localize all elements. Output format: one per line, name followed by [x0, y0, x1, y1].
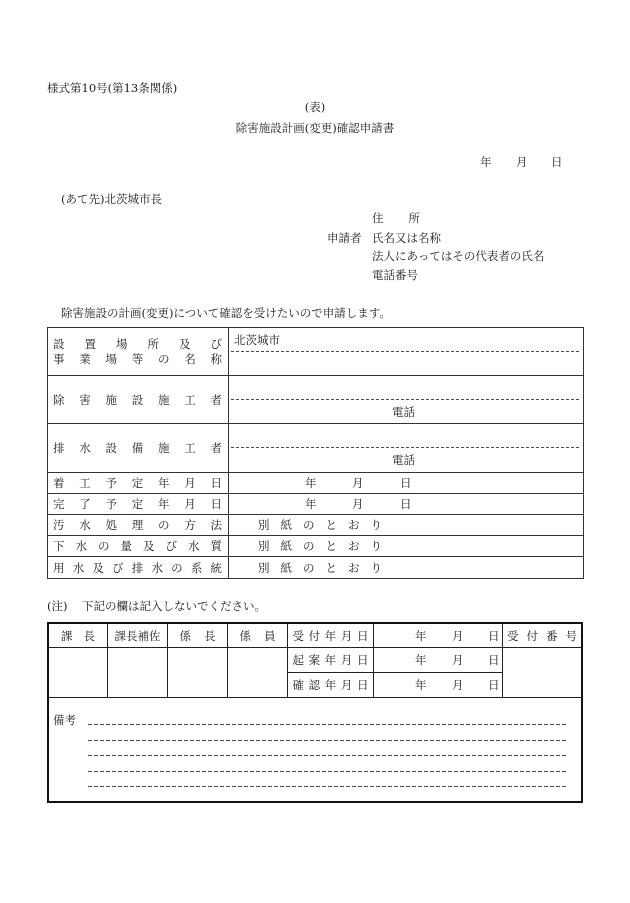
applicant-label: 申請者 [327, 231, 362, 245]
start-date-day-unit: 日 [400, 476, 412, 490]
remarks-label: 備考 [53, 713, 76, 727]
spread-char: 用 [53, 560, 65, 575]
spread-char: 係 [179, 628, 191, 643]
spread-char: 日 [357, 628, 369, 643]
deputy-chief-header [108, 624, 168, 648]
water-drainage-system-label-cell [48, 557, 229, 579]
form-title: 除害施設計画(変更)確認申請書 [235, 121, 395, 135]
spread-char: 水 [188, 539, 200, 553]
spread-char: と [325, 560, 337, 575]
confirmation-date-month-unit: 月 [452, 678, 464, 692]
spread-char: の [303, 560, 315, 575]
spread-char: 月 [184, 497, 196, 511]
completion-date-month-unit: 月 [352, 497, 364, 511]
spread-char: 場 [105, 352, 117, 366]
spread-char: の [171, 560, 183, 575]
received-date-label [293, 629, 369, 643]
spread-char: 施 [105, 392, 117, 407]
applicant-representative-label: 法人にあってはその代表者の氏名 [372, 249, 545, 263]
draft-date-label-cell [288, 648, 374, 673]
spread-char: 及 [143, 539, 155, 553]
spread-char: 設 [131, 392, 144, 407]
spread-char: り [370, 518, 382, 532]
spread-char: の [158, 518, 170, 532]
receipt-number-label-cell [503, 624, 581, 648]
spread-char: 等 [131, 352, 144, 366]
spread-char: の [303, 518, 315, 532]
completion-date-value-cell [229, 494, 584, 515]
subsection-chief-header [168, 624, 228, 648]
spread-char: 害 [79, 392, 91, 407]
confirmation-date-label [293, 678, 369, 692]
treatment-method-label-cell [48, 515, 229, 536]
note-label: (注) [47, 599, 68, 613]
dashed-divider [231, 447, 581, 448]
spread-char: り [370, 560, 382, 575]
sewage-volume-quality-value-cell [229, 536, 584, 557]
spread-char: び [165, 539, 177, 553]
confirmation-date-value-cell [374, 673, 503, 698]
spread-char: の [158, 352, 170, 366]
receipt-number-label [507, 629, 577, 643]
received-date-year-unit: 年 [415, 628, 427, 643]
spread-char: 日 [210, 497, 222, 511]
spread-char: 理 [131, 518, 144, 532]
spread-char: の [303, 539, 315, 553]
spread-char: と [325, 518, 337, 532]
drainage-contractor-value-cell [229, 424, 584, 473]
received-date-day-unit: 日 [488, 628, 500, 643]
spread-char: 及 [92, 560, 104, 575]
spread-char: 受 [292, 628, 304, 643]
spread-char: 量 [120, 539, 132, 553]
location-value: 北茨城市 [234, 333, 280, 347]
spread-char: 名 [184, 352, 196, 366]
location-label-cell [48, 328, 229, 376]
spread-char: 日 [357, 653, 369, 667]
spread-char: お [348, 560, 360, 575]
subsection-chief-stamp-box [168, 648, 228, 698]
drainage-contractor-label-cell [48, 424, 229, 473]
spread-char: 予 [105, 497, 117, 511]
note-text: 下記の欄は記入しないでください。 [82, 599, 266, 613]
spread-char: 質 [210, 539, 222, 553]
drainage-contractor-phone-label: 電話 [392, 453, 415, 467]
location-label-line-2 [53, 352, 222, 366]
spread-char: 及 [179, 337, 191, 351]
spread-char: 排 [53, 441, 65, 455]
spread-char: 日 [357, 678, 369, 692]
spread-char: 紙 [280, 560, 292, 575]
spread-char: 月 [184, 476, 196, 490]
start-date-label-cell [48, 473, 229, 494]
received-date-label-cell [288, 624, 374, 648]
start-date-year-unit: 年 [305, 476, 317, 490]
spread-char: 番 [546, 628, 558, 643]
spread-char: 者 [210, 392, 222, 407]
spread-char: 定 [131, 476, 144, 490]
spread-char: 住 [372, 211, 384, 225]
staff-stamp-box [228, 648, 288, 698]
spread-char: 了 [79, 497, 91, 511]
spread-char: 付 [526, 628, 538, 643]
form-side-label: (表) [304, 100, 326, 114]
spread-char: 所 [408, 211, 420, 225]
receipt-number-value-cell [503, 648, 581, 698]
pretreatment-contractor-value-cell [229, 376, 584, 424]
spread-char: と [325, 539, 337, 553]
spread-char: 係 [239, 628, 251, 643]
location-label-line-1 [53, 337, 222, 351]
spread-char: 日 [210, 476, 222, 490]
subsection-chief-label [180, 629, 216, 643]
date-month-unit: 月 [516, 155, 528, 169]
addressee: (あて先)北茨城市長 [61, 192, 162, 206]
spread-char: 年 [158, 476, 170, 490]
spread-char: 起 [292, 653, 304, 667]
spread-char: 施 [158, 392, 170, 407]
pretreatment-contractor-phone-label: 電話 [392, 405, 415, 419]
remarks-line [88, 755, 566, 756]
staff-label [240, 629, 276, 643]
spread-char: 長 [83, 628, 95, 643]
confirmation-date-label-cell [288, 673, 374, 698]
spread-char: 下 [53, 539, 65, 553]
received-date-month-unit: 月 [452, 628, 464, 643]
spread-char: 年 [324, 628, 337, 643]
start-date-label [53, 476, 222, 490]
draft-date-label [293, 653, 369, 667]
spread-char: 月 [340, 628, 353, 643]
spread-char: 水 [72, 560, 85, 575]
spread-char: 者 [210, 441, 222, 455]
remarks-line [88, 786, 566, 787]
spread-char: 課 [61, 628, 73, 643]
spread-char: 紙 [280, 539, 292, 553]
spread-char: び [210, 337, 222, 351]
spread-char: 月 [340, 678, 353, 692]
spread-char: 設 [105, 441, 117, 455]
completion-date-year-unit: 年 [305, 497, 317, 511]
dashed-divider [231, 351, 581, 352]
treatment-method-value [258, 518, 382, 532]
application-table [47, 327, 584, 579]
office-use-table [47, 622, 583, 803]
water-drainage-system-value [258, 561, 382, 575]
completion-date-label-cell [48, 494, 229, 515]
draft-date-value-cell [374, 648, 503, 673]
section-chief-header [49, 624, 108, 648]
spread-char: 法 [210, 518, 222, 532]
spread-char: り [370, 539, 382, 553]
spread-char: 施 [158, 441, 170, 455]
spread-char: 除 [53, 392, 65, 407]
spread-char: 案 [308, 653, 321, 667]
remarks-line [88, 771, 566, 772]
applicant-phone-label: 電話番号 [372, 268, 418, 282]
spread-char: 水 [151, 560, 163, 575]
start-date-month-unit: 月 [352, 476, 364, 490]
staff-header [228, 624, 288, 648]
received-date-value-cell [374, 624, 503, 648]
spread-char: 確 [292, 678, 304, 692]
spread-char: 月 [340, 653, 353, 667]
section-chief-stamp-box [49, 648, 108, 698]
spread-char: 着 [53, 476, 65, 490]
dashed-divider [231, 399, 581, 400]
spread-char: 排 [131, 560, 144, 575]
pretreatment-contractor-label-cell [48, 376, 229, 424]
completion-date-label [53, 497, 222, 511]
spread-char: 処 [105, 518, 117, 532]
spread-char: 別 [258, 539, 270, 553]
draft-date-day-unit: 日 [488, 653, 500, 667]
form-number: 様式第10号(第13条関係) [47, 81, 178, 95]
spread-char: 受 [507, 628, 519, 643]
application-statement: 除害施設の計画(変更)について確認を受けたいので申請します。 [61, 306, 391, 320]
spread-char: 汚 [53, 518, 65, 532]
applicant-name-label: 氏名又は名称 [372, 231, 441, 245]
sewage-volume-quality-label [53, 539, 222, 553]
spread-char: 年 [324, 678, 337, 692]
confirmation-date-day-unit: 日 [488, 678, 500, 692]
location-value-cell [229, 328, 584, 376]
pretreatment-contractor-label [53, 393, 222, 407]
water-drainage-system-value-cell [229, 557, 584, 579]
date-day-unit: 日 [551, 155, 563, 169]
remarks-line [88, 724, 566, 725]
draft-date-month-unit: 月 [452, 653, 464, 667]
drainage-contractor-label [53, 441, 222, 455]
spread-char: 年 [158, 497, 170, 511]
spread-char: 工 [184, 392, 196, 407]
spread-char: 統 [210, 560, 222, 575]
spread-char: び [112, 560, 124, 575]
start-date-value-cell [229, 473, 584, 494]
spread-char: 水 [75, 539, 87, 553]
sewage-volume-quality-value [258, 539, 382, 553]
spread-char: 事 [53, 352, 65, 366]
date-year-unit: 年 [480, 155, 492, 169]
spread-char: 別 [258, 560, 270, 575]
spread-char: 備 [131, 441, 144, 455]
deputy-chief-stamp-box [108, 648, 168, 698]
treatment-method-value-cell [229, 515, 584, 536]
spread-char: 員 [264, 628, 276, 643]
section-chief-label [61, 629, 95, 643]
confirmation-date-year-unit: 年 [415, 678, 427, 692]
spread-char: 付 [308, 628, 321, 643]
treatment-method-label [53, 518, 222, 532]
completion-date-day-unit: 日 [400, 497, 412, 511]
spread-char: 認 [308, 678, 321, 692]
spread-char: 水 [79, 518, 91, 532]
spread-char: 長 [204, 628, 216, 643]
spread-char: お [348, 539, 360, 553]
spread-char: 予 [105, 476, 117, 490]
spread-char: 方 [184, 518, 196, 532]
water-drainage-system-label [53, 561, 222, 575]
spread-char: お [348, 518, 360, 532]
spread-char: の [98, 539, 110, 553]
spread-char: 業 [79, 352, 91, 366]
remarks-line [88, 740, 566, 741]
spread-char: 水 [79, 441, 91, 455]
spread-char: 称 [210, 352, 222, 366]
spread-char: 別 [258, 518, 270, 532]
spread-char: 設 [53, 337, 65, 351]
spread-char: 場 [116, 337, 128, 351]
spread-char: 系 [190, 560, 203, 575]
deputy-chief-label: 課長補佐 [114, 628, 161, 643]
spread-char: 号 [565, 628, 577, 643]
spread-char: 完 [53, 497, 65, 511]
spread-char: 置 [84, 337, 96, 351]
spread-char: 工 [79, 476, 91, 490]
spread-char: 年 [324, 653, 337, 667]
applicant-address-label [372, 211, 420, 225]
spread-char: 工 [184, 441, 196, 455]
spread-char: 所 [147, 337, 159, 351]
spread-char: 紙 [280, 518, 292, 532]
draft-date-year-unit: 年 [415, 653, 427, 667]
sewage-volume-quality-label-cell [48, 536, 229, 557]
remarks-cell [49, 698, 581, 801]
spread-char: 定 [131, 497, 144, 511]
